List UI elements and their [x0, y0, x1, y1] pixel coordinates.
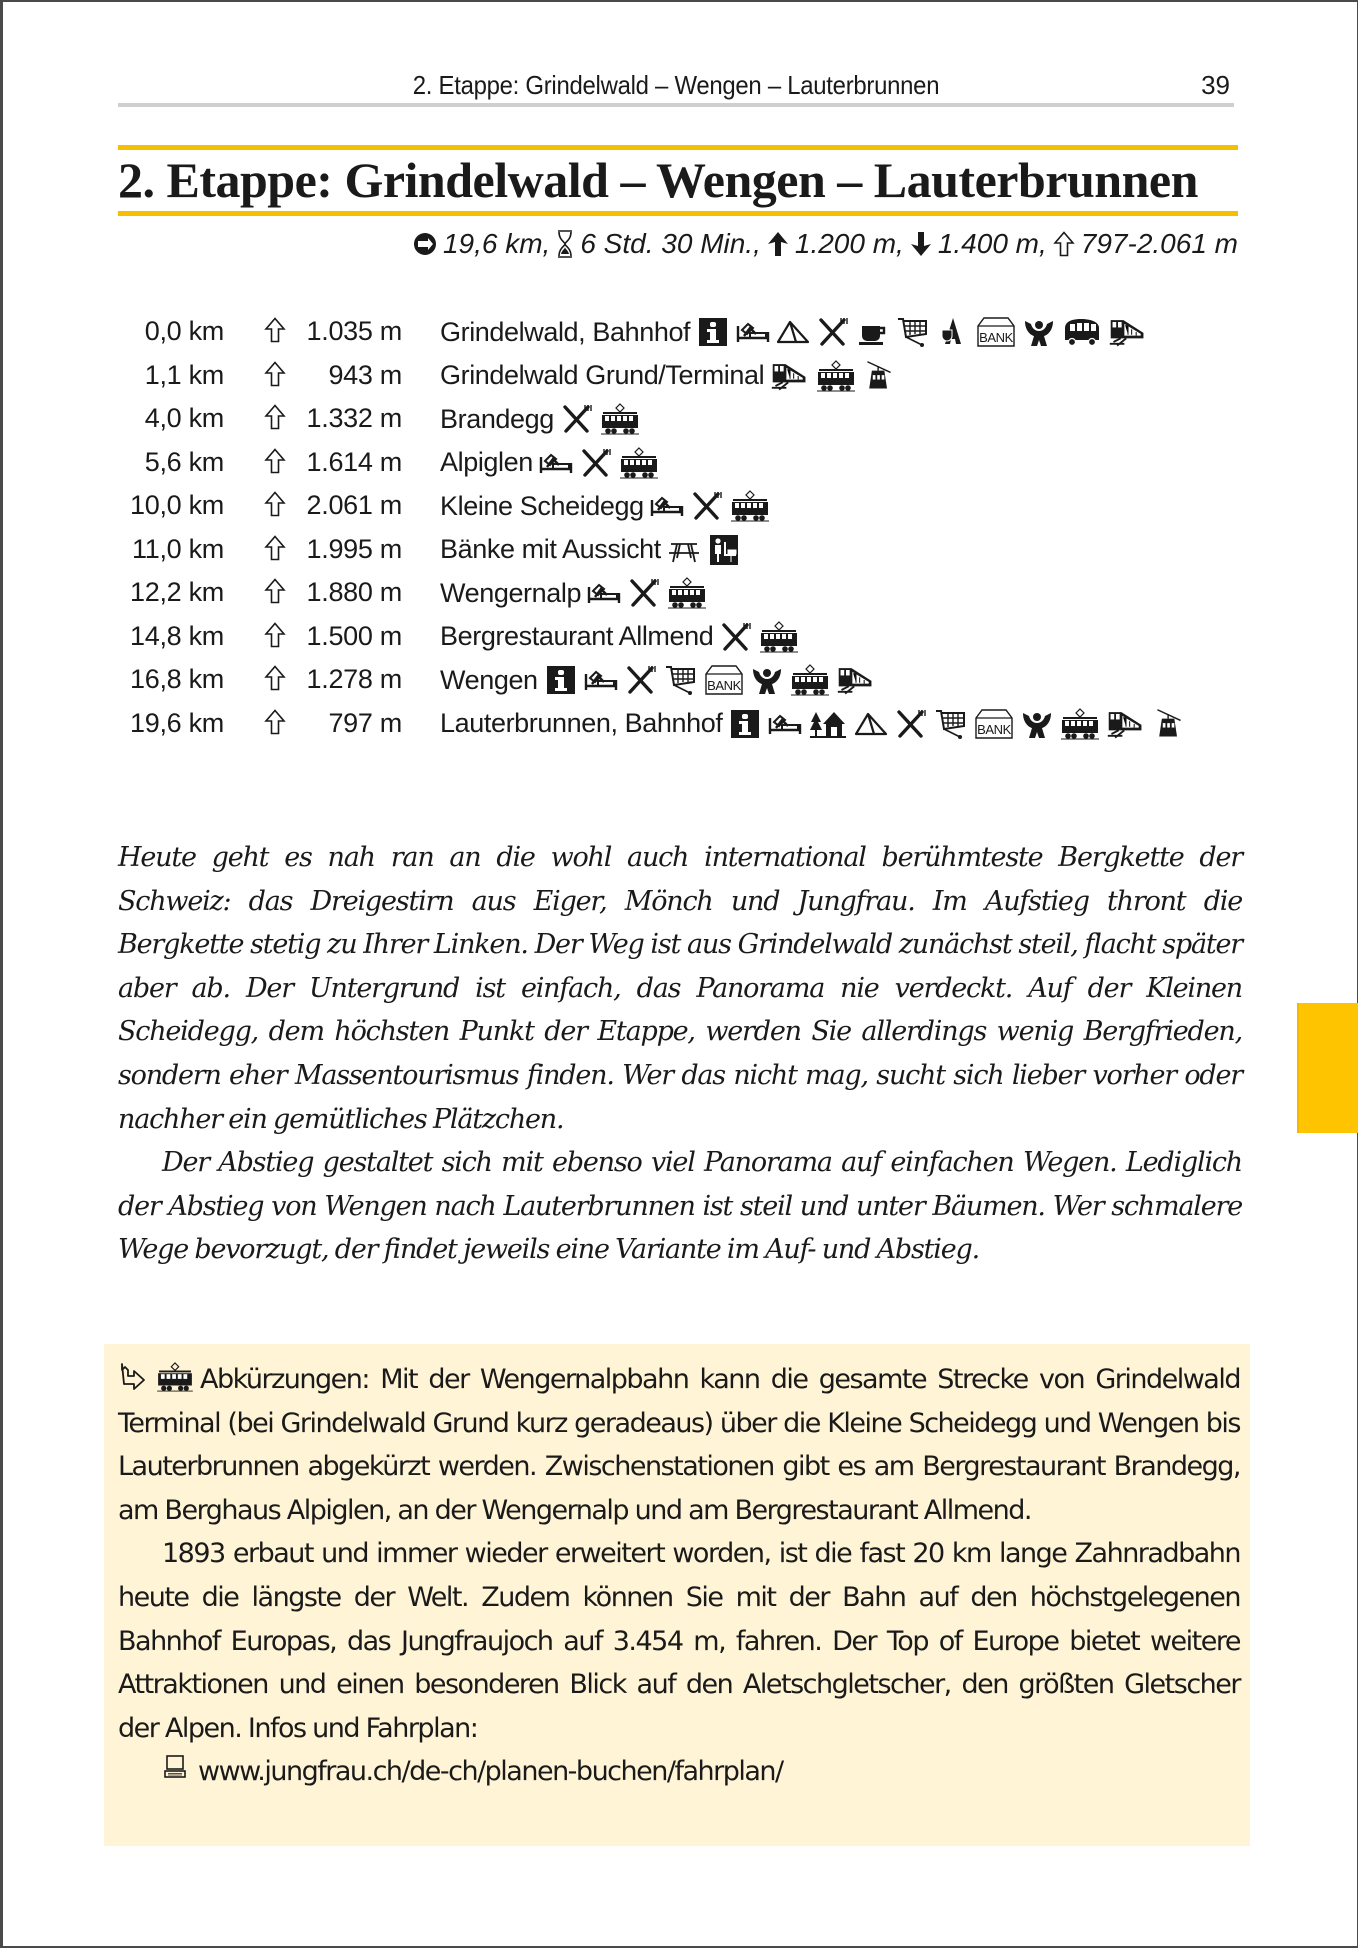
facility-icons — [770, 360, 896, 392]
facility-icons — [587, 577, 707, 609]
altitude-arrow-icon — [250, 316, 300, 347]
altitude-arrow-icon — [250, 447, 300, 478]
waypoint-row — [118, 403, 1248, 447]
waypoint-name-cell — [440, 664, 1240, 696]
route-icon — [413, 232, 437, 256]
picnic-bench-icon — [667, 534, 701, 566]
altitude-arrow-icon — [250, 621, 300, 652]
svg-text:BANK: BANK — [977, 721, 1012, 737]
waypoint-name-cell — [440, 490, 1240, 522]
summary-descent: 1.400 m, — [937, 228, 1047, 259]
waypoint-distance: 10,0 km — [130, 490, 224, 520]
train-icon — [1108, 316, 1148, 348]
chapter-title: 2. Etappe: Grindelwald – Wengen – Lauterbrunnen — [118, 152, 1198, 208]
facility-icons — [539, 447, 659, 479]
title-rule-bottom — [118, 211, 1238, 216]
facility-icons — [667, 534, 741, 566]
waypoint-altitude: 1.278 m — [306, 664, 402, 694]
tram-icon — [667, 577, 707, 609]
waypoint-name-cell — [440, 403, 1240, 435]
tram-icon — [790, 664, 830, 696]
shopping-cart-icon — [664, 664, 698, 696]
waypoint-table — [118, 316, 1248, 794]
waypoint-altitude: 1.500 m — [306, 620, 402, 651]
cable-car-icon — [1152, 708, 1186, 740]
bed-icon — [768, 708, 802, 740]
summary-ascent: 1.200 m, — [794, 228, 904, 259]
restaurant-icon — [624, 664, 658, 696]
tram-icon — [730, 490, 770, 522]
waypoint-name-cell — [440, 316, 1240, 348]
stage-description — [118, 836, 1242, 1272]
waypoint-name-cell — [440, 447, 1240, 479]
bed-icon — [587, 577, 621, 609]
info-icon — [696, 316, 730, 348]
post-icon — [750, 664, 784, 696]
bed-icon — [584, 664, 618, 696]
hourglass-icon — [556, 230, 574, 258]
tram-icon — [156, 1362, 194, 1392]
waypoint-name-cell — [440, 534, 1240, 566]
bank-icon — [974, 708, 1014, 740]
shopping-cart-icon — [896, 316, 930, 348]
running-head-title: 2. Etappe: Grindelwald – Wengen – Lauterbrunnen — [412, 70, 940, 100]
waypoint-row — [118, 664, 1248, 708]
post-icon — [1022, 316, 1056, 348]
altitude-arrow-icon — [250, 490, 300, 521]
altitude-arrow-icon — [250, 664, 300, 695]
altitude-arrow-icon — [250, 577, 300, 608]
waypoint-altitude: 1.880 m — [306, 577, 402, 607]
waypoint-row — [118, 534, 1248, 578]
tram-icon — [816, 360, 856, 392]
waypoint-row — [118, 621, 1248, 665]
infobox-paragraph-2: 1893 erbaut und immer wieder erweitert worden, ist die fast 20 km lange Zahnradbahn heute die längste der Welt. Zudem können Sie mit der Bahn auf den höchstgelegenen Bahnhof Europas, das Jungfraujoch auf 3.454 m, fahren. Der Top of Europe bietet weitere Attraktionen und einen besonderen Blick auf den Aletschgletscher, den größten Gletscher der Alpen. Infos und Fahrplan: — [118, 1538, 1240, 1744]
summary-distance: 19,6 km, — [442, 228, 551, 259]
tent-icon — [776, 316, 810, 348]
waypoint-name: Grindelwald Grund/Terminal — [440, 360, 765, 390]
bank-icon — [704, 664, 744, 696]
waypoint-altitude: 797 m — [328, 707, 402, 738]
waypoint-altitude: 1.995 m — [306, 533, 402, 564]
shortcut-infobox — [104, 1344, 1250, 1846]
waypoint-name: Grindelwald, Bahnhof — [440, 316, 691, 347]
waypoint-name: Kleine Scheidegg — [440, 490, 644, 521]
running-head-rule — [118, 103, 1234, 107]
waypoint-altitude: 1.035 m — [306, 316, 402, 346]
hut-icon — [808, 708, 848, 740]
altitude-arrow-icon — [1053, 231, 1075, 257]
waypoint-name: Bergrestaurant Allmend — [440, 621, 714, 651]
waypoint-distance: 19,6 km — [130, 707, 224, 738]
waypoint-row — [118, 490, 1248, 534]
waypoint-name: Brandegg — [440, 403, 554, 434]
waypoint-name: Lauterbrunnen, Bahnhof — [440, 708, 723, 738]
tram-icon — [1060, 708, 1100, 740]
pharmacy-icon — [936, 316, 970, 348]
waypoint-distance: 11,0 km — [132, 533, 224, 564]
waypoint-altitude: 1.614 m — [306, 446, 402, 477]
waypoint-distance: 16,8 km — [130, 664, 224, 694]
timetable-link[interactable]: www.jungfrau.ch/de-ch/planen-buchen/fahrplan/ — [198, 1756, 783, 1788]
restaurant-icon — [579, 447, 613, 479]
info-icon — [728, 708, 762, 740]
bed-icon — [650, 490, 684, 522]
waypoint-distance: 0,0 km — [144, 316, 224, 346]
restaurant-icon — [690, 490, 724, 522]
waypoint-name: Alpiglen — [440, 447, 533, 477]
svg-text:BANK: BANK — [706, 678, 741, 693]
train-icon — [770, 360, 810, 392]
page-number: 39 — [1201, 70, 1230, 100]
facility-icons — [560, 403, 640, 435]
waypoint-distance: 5,6 km — [144, 446, 224, 477]
waypoint-name: Bänke mit Aussicht — [440, 534, 661, 564]
train-icon — [1106, 708, 1146, 740]
waypoint-name-cell — [440, 360, 1240, 392]
tram-icon — [619, 447, 659, 479]
waypoint-name-cell — [440, 708, 1240, 740]
train-icon — [836, 664, 876, 696]
altitude-arrow-icon — [250, 534, 300, 565]
computer-icon — [162, 1750, 188, 1794]
shopping-cart-icon — [934, 708, 968, 740]
chapter-thumb-tab — [1297, 1003, 1358, 1133]
restaurant-icon — [894, 708, 928, 740]
infobox-paragraph — [118, 1358, 1240, 1532]
waypoint-row — [118, 360, 1248, 404]
cafe-icon — [856, 316, 890, 348]
restaurant-icon — [816, 316, 850, 348]
waypoint-name-cell — [440, 621, 1240, 653]
altitude-arrow-icon — [250, 403, 300, 434]
description-paragraph: Der Abstieg gestaltet sich mit ebenso viel Panorama auf einfachen Wegen. Lediglich der Abstieg von Wengen nach Lauterbrunnen ist steil und unter Bäumen. Wer schmalere Wege bevorzugt, der findet jeweils eine Variante im Auf- und Abstieg. — [118, 1147, 1242, 1266]
waypoint-row — [118, 316, 1248, 360]
restaurant-icon — [560, 403, 594, 435]
waypoint-row — [118, 708, 1248, 794]
running-head — [118, 68, 1234, 106]
tram-icon — [600, 403, 640, 435]
post-icon — [1020, 708, 1054, 740]
facility-icons — [544, 664, 876, 696]
description-paragraph: Heute geht es nah ran an die wohl auch international berühmteste Bergkette der Schweiz: das Dreigestirn aus Eiger, Mönch und Jungfrau. Im Aufstieg thront die Bergkette stetig zu Ihrer Linken. Der Weg ist aus Grindelwald zunächst steil, flacht später aber ab. Der Untergrund ist einfach, das Panorama nie verdeckt. Auf der Kleinen Scheidegg, dem höchsten Punkt der Etappe, werden Sie allerdings wenig Bergfrieden, sondern eher Massentourismus finden. Wer das nicht mag, sucht sich lieber vorher oder nachher ein gemütliches Plätzchen. — [118, 842, 1242, 1135]
shortcut-arrow-icon — [118, 1362, 148, 1392]
cable-car-icon — [862, 360, 896, 392]
descent-arrow-icon — [910, 231, 932, 257]
facility-icons — [728, 708, 1186, 740]
summary-duration: 6 Std. 30 Min., — [580, 228, 761, 259]
ascent-arrow-icon — [767, 231, 789, 257]
waypoint-distance: 1,1 km — [144, 359, 224, 390]
waypoint-altitude: 2.061 m — [306, 490, 402, 520]
altitude-arrow-icon — [250, 360, 300, 391]
bed-icon — [539, 447, 573, 479]
waypoint-distance: 12,2 km — [130, 577, 224, 607]
waypoint-name-cell — [440, 577, 1240, 609]
svg-text:BANK: BANK — [979, 330, 1014, 345]
facility-icons — [719, 621, 799, 653]
waypoint-altitude: 1.332 m — [306, 403, 402, 433]
summary-altitude-range: 797-2.061 m — [1080, 228, 1238, 259]
facility-icons — [650, 490, 770, 522]
bank-icon — [976, 316, 1016, 348]
stage-summary — [413, 228, 1238, 260]
waypoint-altitude: 943 m — [328, 359, 402, 390]
waypoint-distance: 4,0 km — [144, 403, 224, 433]
bus-icon — [1062, 316, 1102, 348]
infobox-paragraph-1: Abkürzungen: Mit der Wengernalpbahn kann die gesamte Strecke von Grindelwald Terminal (bei Grindelwald Grund kurz geradeaus) über die Kleine Scheidegg und Wengen bis Lauterbrunnen abgekürzt werden. Zwischenstationen gibt es am Bergrestaurant Brandegg, am Berghaus Alpiglen, an der Wengernalp und am Bergrestaurant Allmend. — [118, 1364, 1240, 1526]
bed-icon — [736, 316, 770, 348]
info-icon — [544, 664, 578, 696]
restaurant-icon — [627, 577, 661, 609]
facility-icons — [696, 316, 1148, 348]
waypoint-row — [118, 447, 1248, 491]
waypoint-distance: 14,8 km — [130, 620, 224, 651]
toilet-icon — [707, 534, 741, 566]
waypoint-name: Wengen — [440, 664, 538, 695]
restaurant-icon — [719, 621, 753, 653]
altitude-arrow-icon — [250, 708, 300, 739]
tram-icon — [759, 621, 799, 653]
waypoint-row — [118, 577, 1248, 621]
tent-icon — [854, 708, 888, 740]
waypoint-name: Wengernalp — [440, 577, 582, 608]
